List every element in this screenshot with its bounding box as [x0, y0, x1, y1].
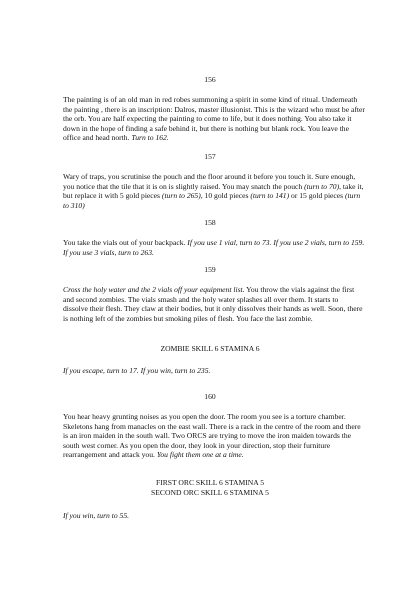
- monster-stats: SECOND ORC SKILL 6 STAMINA 5: [151, 488, 269, 497]
- section-body: You throw the vials against the first and second zombies. The vials smash and the holy water splashes all over them. It starts to dissolve their flesh. They claw at their bodies, but it only dissolves their hands as well. Soon, there is nothing left of the zombies but smoking piles of flesh. You face the last zombie.: [63, 285, 363, 323]
- turn-link[interactable]: (turn to 265): [161, 191, 201, 201]
- turn-link[interactable]: If you use 1 vial, turn to 73. If you use 2 vials, turn to 159. If you use 3 vials, turn to 263.: [63, 238, 365, 257]
- section-text: [63, 238, 365, 257]
- section-body: , 10 gold pieces: [200, 191, 249, 201]
- instruction-text: Cross the holy water and the 2 vials off your equipment list.: [63, 285, 245, 294]
- section-body: or 15 gold pieces: [291, 191, 344, 201]
- section-body: You take the vials out of your backpack.: [63, 238, 186, 247]
- section-number: 160: [204, 392, 216, 401]
- turn-link[interactable]: (turn to 70): [304, 181, 340, 191]
- turn-link[interactable]: Turn to 162.: [131, 133, 169, 143]
- section-number: 159: [204, 265, 216, 274]
- turn-link[interactable]: (turn to 310): [63, 191, 361, 210]
- section-body: Wary of traps, you scrutinise the pouch and the floor around it before you touch it. Sure enough, you notice that the tile that it is on is slightly raised. You may snatch the pouch: [63, 172, 356, 191]
- turn-link[interactable]: If you win, turn to 55.: [63, 511, 130, 520]
- section-number: 156: [204, 75, 216, 84]
- section-text: [63, 285, 365, 323]
- section-number: 157: [204, 152, 216, 161]
- instruction-text: You fight them one at a time.: [156, 450, 244, 460]
- turn-link[interactable]: (turn to 141): [250, 191, 290, 201]
- monster-stats: ZOMBIE SKILL 6 STAMINA 6: [160, 344, 260, 353]
- monster-stats: FIRST ORC SKILL 6 STAMINA 5: [155, 478, 265, 487]
- section-text: [63, 172, 365, 210]
- turn-link[interactable]: If you escape, turn to 17. If you win, turn to 235.: [63, 366, 211, 375]
- section-text: [63, 412, 365, 460]
- section-body: , take it, but replace it with 5 gold pieces: [63, 181, 364, 201]
- section-text: [63, 95, 365, 143]
- section-number: 158: [204, 218, 216, 227]
- section-body: You hear heavy grunting noises as you open the door. The room you see is a torture chamber. Skeletons hang from manacles on the east wall. There is a rack in the centre of the room and there is an iron maiden in the south wall. Two ORCS are trying to move the iron maiden towards the south west corner. As you open the door, they look in your direction, stop their furniture rearrangement and attack you.: [63, 412, 361, 460]
- section-body: The painting is of an old man in red robes summoning a spirit in some kind of ritual. Underneath the painting , there is an inscription: Dalros, master illusionist. This is the wizard who must be after the orb. You are half expecting the painting to come to life, but it does nothing. You also take it down in the hope of finding a safe behind it, but there is nothing but blank rock. You leave the office and head north.: [63, 95, 365, 143]
